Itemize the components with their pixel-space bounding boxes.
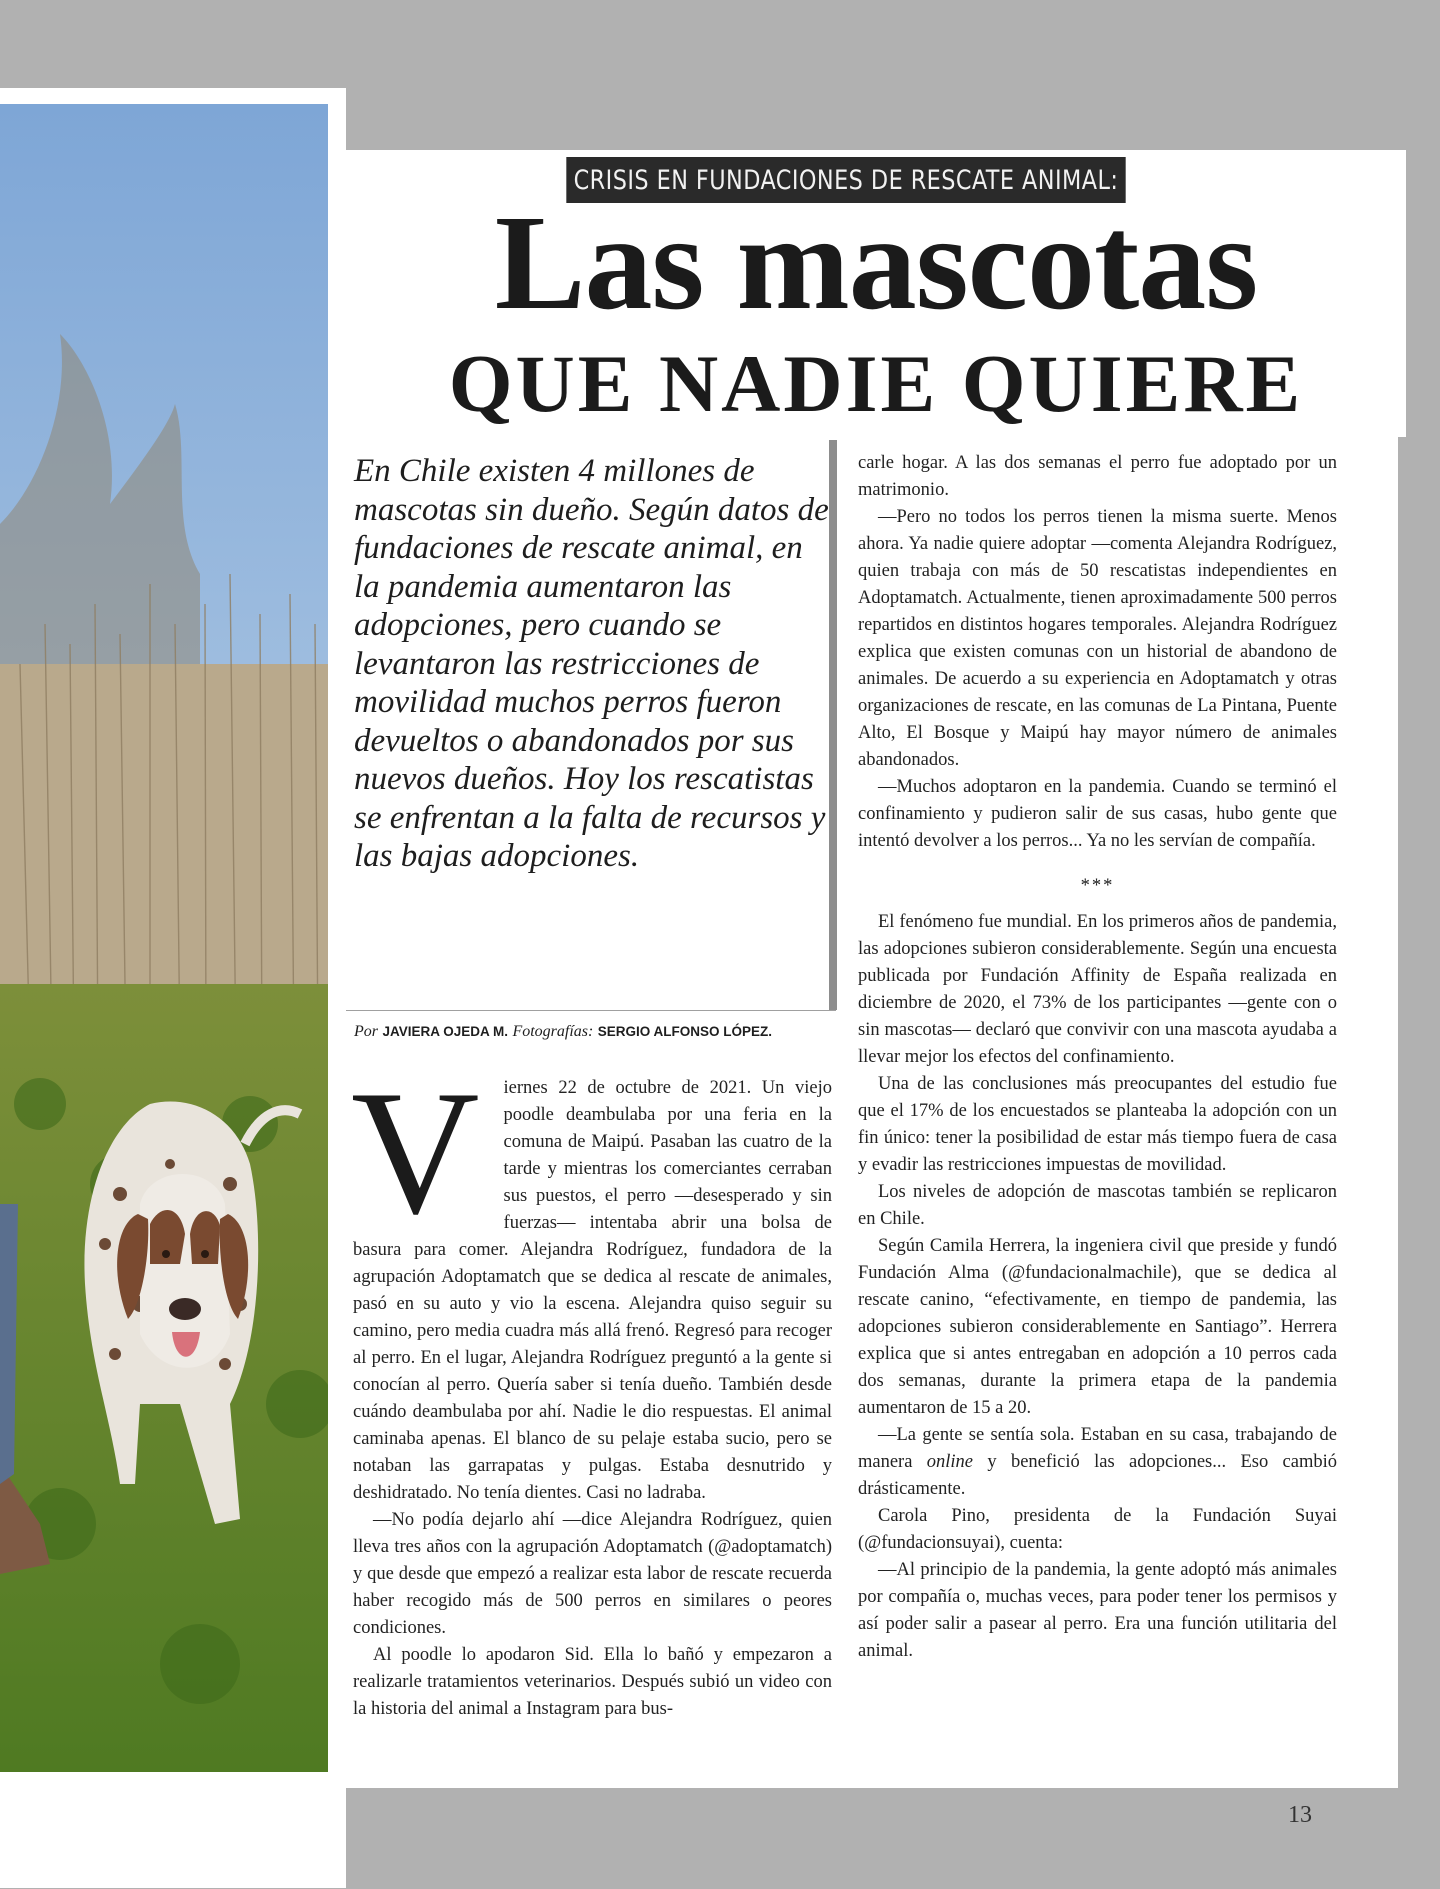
body-paragraph: —Muchos adoptaron en la pandemia. Cuando se terminó el confinamiento y pudieron salir de sus casas, hubo gente que intentó devolver a los perros... Ya no les servían de compañía. [858,777,1337,851]
byline-photo-label: Fotografías: [512,1023,594,1040]
page-number: 13 [1288,1802,1312,1828]
headline: Las mascotas [494,188,1258,338]
body-paragraph: Carola Pino, presidenta de la Fundación Suyai (@fundacionsuyai), cuenta: [858,1506,1337,1553]
footer-band [848,1788,1440,1889]
body-text: iernes 22 de octubre de 2021. Un viejo poodle deambulaba por una feria en la comuna de Maipú. Pasaban las cuatro de la tarde y mientras los comerciantes cerraban sus puestos, el perro —desesperado y sin fuerzas— intentaba abrir una bolsa de basura para comer. Alejandra Rodríguez, fundadora de la agrupación Adoptamatch que se dedica al rescate de animales, pasó en su auto y vio la escena. Alejandra quiso seguir su camino, pero media cuadra más allá frenó. Regresó para recoger al perro. En el lugar, Alejandra Rodríguez preguntó a la gente si conocían al perro. Quería saber si tenía dueño. También desde cuándo deambulaba por ahí. Nadie le dio respuestas. El animal caminaba apenas. El blanco de su pelaje estaba sucio, pero se notaban las garrapatas y pulgas. Estaba desnutrido y deshidratado. No tenía dientes. Casi no ladraba. [353,1078,832,1503]
body-paragraph: Una de las conclusiones más preocupantes del estudio fue que el 17% de los encuestados se planteaba la adopción con un fin único: tener la posibilidad de estar más tiempo fuera de casa y evadir las restricciones impuestas de movilidad. [858,1074,1337,1175]
body-paragraph: Al poodle lo apodaron Sid. Ella lo bañó y empezaron a realizarle tratamientos veterinarios. Después subió un video con la historia del animal a Instagram para bus- [353,1645,832,1719]
body-paragraph: Los niveles de adopción de mascotas también se replicaron en Chile. [858,1182,1337,1229]
body-text: y benefició las adopciones... Eso cambió drásticamente. [858,1452,1337,1499]
section-separator: *** [1080,876,1115,896]
body-paragraph [351,1053,832,1507]
body-paragraph: carle hogar. A las dos semanas el perro fue adoptado por un matrimonio. [858,453,1337,500]
body-paragraph: —Pero no todos los perros tienen la misma suerte. Menos ahora. Ya nadie quiere adoptar —comenta Alejandra Rodríguez, quien trabaja con más de 50 rescatistas independientes en Adoptamatch. Actualmente, tienen aproximadamente 500 perros repartidos en distintos hogares temporales. Alejandra Rodríguez explica que existen comunas con un historial de abandono de animales. De acuerdo a su experiencia en Adoptamatch y otras organizaciones de rescate, en las comunas de La Pintana, Puente Alto, El Bosque y Maipú hay mayor número de animales abandonados. [858,507,1337,770]
body-text: —La gente se sentía sola. Estaban en su casa, trabajando de manera [858,1425,1337,1472]
byline-by-label: Por [354,1023,378,1040]
body-paragraph: —No podía dejarlo ahí —dice Alejandra Rodríguez, quien lleva tres años con la agrupación Adoptamatch (@adoptamatch) y que desde que empezó a realizar esta labor de rescate recuerda haber recogido más de 500 perros en similares o peores condiciones. [353,1510,832,1638]
lead-rule [829,440,837,1010]
body-paragraph [858,1422,1337,1503]
lead-paragraph: En Chile existen 4 millones de mascotas sin dueño. Según datos de fundaciones de rescate animal, en la pandemia aumentaron las adopciones, pero cuando se levantaron las restricciones de movilidad muchos perros fueron devueltos o abandonados por sus nuevos dueños. Hoy los rescatistas se enfrentan a la falta de recursos y las bajas adopciones. [354,453,829,874]
body-paragraph: Según Camila Herrera, la ingeniera civil que preside y fundó Fundación Alma (@fundacionalmachile), que se dedica al rescate canino, “efectivamente, en tiempo de pandemia, las adopciones subieron considerablemente en Santiago”. Herrera explica que si antes entregaban en adopción a 10 perros cada dos semanas, durante la primera etapa de la pandemia aumentaron de 15 a 20. [858,1236,1337,1418]
subheadline: QUE NADIE QUIERE [448,338,1304,429]
drop-cap: V [351,1053,480,1251]
body-paragraph: El fenómeno fue mundial. En los primeros años de pandemia, las adopciones subieron considerablemente. Según una encuesta publicada por Fundación Affinity de España realizada en diciembre de 2020, el 73% de los participantes —gente con o sin mascotas— declaró que convivir con una mascota ayudaba a llevar mejor los efectos del confinamiento. [858,912,1337,1067]
dog-photo [0,104,328,1772]
body-paragraph: —Al principio de la pandemia, la gente adoptó más animales por compañía o, muchas veces, para poder tener los permisos y así poder salir a pasear al perro. Era una función utilitaria del animal. [858,1560,1337,1661]
byline-divider [346,1010,836,1011]
kicker-label: CRISIS EN FUNDACIONES DE RESCATE ANIMAL: [566,157,1125,203]
byline [354,1023,854,1041]
body-column-left [351,1053,832,1723]
body-column-right [858,450,1337,1665]
italic-term: online [926,1452,974,1472]
byline-photographer: SERGIO ALFONSO LÓPEZ. [597,1024,773,1039]
byline-author: JAVIERA OJEDA M. [382,1024,508,1039]
